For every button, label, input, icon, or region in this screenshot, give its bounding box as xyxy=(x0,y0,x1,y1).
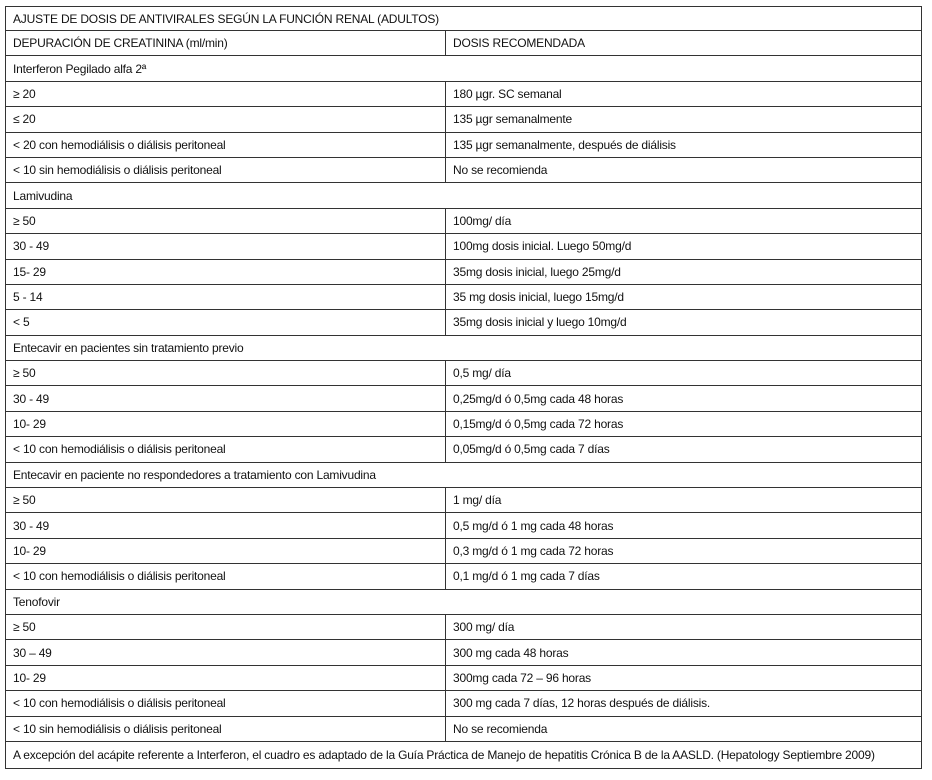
recommended-dose-cell: 180 µgr. SC semanal xyxy=(446,81,922,106)
creatinine-clearance-cell: 30 – 49 xyxy=(6,640,446,665)
creatinine-clearance-cell: 30 - 49 xyxy=(6,513,446,538)
creatinine-clearance-cell: 15- 29 xyxy=(6,259,446,284)
drug-name: Tenofovir xyxy=(6,589,922,614)
drug-section-row xyxy=(6,56,922,81)
table-body xyxy=(6,7,922,769)
creatinine-clearance-cell: < 10 sin hemodiálisis o diálisis peritoneal xyxy=(6,716,446,741)
recommended-dose-cell: 135 µgr semanalmente, después de diálisis xyxy=(446,132,922,157)
recommended-dose-cell: 0,3 mg/d ó 1 mg cada 72 horas xyxy=(446,538,922,563)
recommended-dose-cell: 135 µgr semanalmente xyxy=(446,107,922,132)
table-row xyxy=(6,208,922,233)
recommended-dose-cell: 1 mg/ día xyxy=(446,488,922,513)
table-row xyxy=(6,411,922,436)
recommended-dose-cell: No se recomienda xyxy=(446,157,922,182)
table-row xyxy=(6,437,922,462)
table-row xyxy=(6,386,922,411)
creatinine-clearance-cell: < 5 xyxy=(6,310,446,335)
recommended-dose-cell: 300 mg/ día xyxy=(446,614,922,639)
creatinine-clearance-cell: 10- 29 xyxy=(6,665,446,690)
creatinine-clearance-cell: ≥ 50 xyxy=(6,208,446,233)
recommended-dose-cell: 0,5 mg/ día xyxy=(446,361,922,386)
header-creatinine-clearance: DEPURACIÓN DE CREATININA (ml/min) xyxy=(6,31,446,56)
drug-name: Entecavir en paciente no respondedores a tratamiento con Lamivudina xyxy=(6,462,922,487)
recommended-dose-cell: 100mg dosis inicial. Luego 50mg/d xyxy=(446,234,922,259)
recommended-dose-cell: 100mg/ día xyxy=(446,208,922,233)
table-row xyxy=(6,157,922,182)
table-row xyxy=(6,107,922,132)
table-row xyxy=(6,513,922,538)
recommended-dose-cell: 35mg dosis inicial, luego 25mg/d xyxy=(446,259,922,284)
creatinine-clearance-cell: < 10 con hemodiálisis o diálisis peritoneal xyxy=(6,564,446,589)
table-row xyxy=(6,132,922,157)
recommended-dose-cell: 35mg dosis inicial y luego 10mg/d xyxy=(446,310,922,335)
drug-name: Lamivudina xyxy=(6,183,922,208)
creatinine-clearance-cell: < 10 con hemodiálisis o diálisis peritoneal xyxy=(6,437,446,462)
table-row xyxy=(6,564,922,589)
creatinine-clearance-cell: 5 - 14 xyxy=(6,284,446,309)
creatinine-clearance-cell: < 10 con hemodiálisis o diálisis peritoneal xyxy=(6,691,446,716)
recommended-dose-cell: 0,05mg/d ó 0,5mg cada 7 días xyxy=(446,437,922,462)
recommended-dose-cell: 0,25mg/d ó 0,5mg cada 48 horas xyxy=(446,386,922,411)
footnote: A excepción del acápite referente a Interferon, el cuadro es adaptado de la Guía Práctica de Manejo de hepatitis Crónica B de la AASLD. (Hepatology Septiembre 2009) xyxy=(6,741,922,768)
renal-dose-table xyxy=(5,6,922,769)
creatinine-clearance-cell: ≥ 50 xyxy=(6,614,446,639)
table-row xyxy=(6,665,922,690)
table-row xyxy=(6,691,922,716)
creatinine-clearance-cell: 10- 29 xyxy=(6,538,446,563)
creatinine-clearance-cell: < 10 sin hemodiálisis o diálisis peritoneal xyxy=(6,157,446,182)
drug-section-row xyxy=(6,589,922,614)
creatinine-clearance-cell: 30 - 49 xyxy=(6,386,446,411)
creatinine-clearance-cell: ≥ 50 xyxy=(6,361,446,386)
drug-name: Interferon Pegilado alfa 2ª xyxy=(6,56,922,81)
table-row xyxy=(6,488,922,513)
drug-section-row xyxy=(6,183,922,208)
recommended-dose-cell: 35 mg dosis inicial, luego 15mg/d xyxy=(446,284,922,309)
drug-name: Entecavir en pacientes sin tratamiento previo xyxy=(6,335,922,360)
creatinine-clearance-cell: ≤ 20 xyxy=(6,107,446,132)
header-recommended-dose: DOSIS RECOMENDADA xyxy=(446,31,922,56)
footnote-row xyxy=(6,741,922,768)
recommended-dose-cell: 300 mg cada 7 días, 12 horas después de diálisis. xyxy=(446,691,922,716)
table-row xyxy=(6,81,922,106)
table-title: AJUSTE DE DOSIS DE ANTIVIRALES SEGÚN LA FUNCIÓN RENAL (ADULTOS) xyxy=(6,7,922,31)
table-title-row xyxy=(6,7,922,31)
recommended-dose-cell: 0,1 mg/d ó 1 mg cada 7 días xyxy=(446,564,922,589)
table-header-row xyxy=(6,31,922,56)
recommended-dose-cell: 300mg cada 72 – 96 horas xyxy=(446,665,922,690)
table-row xyxy=(6,640,922,665)
creatinine-clearance-cell: 10- 29 xyxy=(6,411,446,436)
table-row xyxy=(6,259,922,284)
creatinine-clearance-cell: ≥ 50 xyxy=(6,488,446,513)
table-row xyxy=(6,716,922,741)
creatinine-clearance-cell: ≥ 20 xyxy=(6,81,446,106)
table-row xyxy=(6,361,922,386)
creatinine-clearance-cell: < 20 con hemodiálisis o diálisis peritoneal xyxy=(6,132,446,157)
creatinine-clearance-cell: 30 - 49 xyxy=(6,234,446,259)
recommended-dose-cell: 0,5 mg/d ó 1 mg cada 48 horas xyxy=(446,513,922,538)
table-row xyxy=(6,538,922,563)
recommended-dose-cell: No se recomienda xyxy=(446,716,922,741)
table-row xyxy=(6,284,922,309)
table-row xyxy=(6,614,922,639)
table-row xyxy=(6,310,922,335)
recommended-dose-cell: 0,15mg/d ó 0,5mg cada 72 horas xyxy=(446,411,922,436)
drug-section-row xyxy=(6,462,922,487)
recommended-dose-cell: 300 mg cada 48 horas xyxy=(446,640,922,665)
drug-section-row xyxy=(6,335,922,360)
table-row xyxy=(6,234,922,259)
